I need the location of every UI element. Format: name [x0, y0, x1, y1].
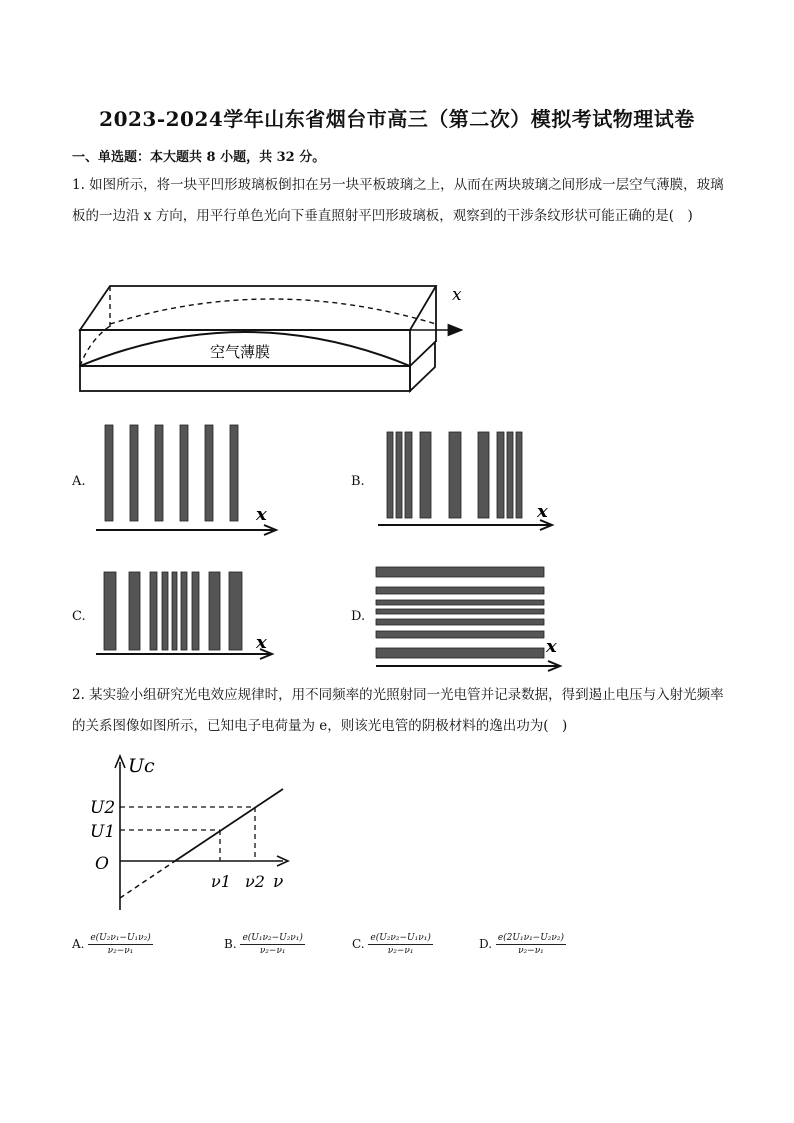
- q2-option-b[interactable]: [224, 933, 305, 956]
- question-2-text: 2. 某实验小组研究光电效应规律时，用不同频率的光照射同一光电管并记录数据，得到遏止电压与入射光频率的关系图像如图所示，已知电子电荷量为 e，则该光电管的阴极材料的逸出功为( ): [72, 687, 724, 734]
- graph-u1-label: U1: [90, 822, 116, 842]
- q2-option-d-label: D.: [479, 937, 493, 951]
- graph-y-axis-label: Uc: [128, 755, 155, 777]
- q2-option-c-formula: $\frac{\text{e(U₂ν₂−U₁ν₁)}}{\text{ν₂−ν₁}}$: [370, 933, 431, 956]
- graph-u2-label: U2: [90, 798, 116, 818]
- section-heading: 一、单选题：本大题共 8 小题，共 32 分。: [72, 150, 326, 165]
- graph-v1-label: ν1: [211, 872, 231, 891]
- q1-option-a-fringes[interactable]: [92, 420, 287, 540]
- q2-option-a[interactable]: [72, 933, 153, 956]
- question-1-text: 1. 如图所示，将一块平凹形玻璃板倒扣在另一块平板玻璃之上，从而在两块玻璃之间形成一层空气薄膜，玻璃板的一边沿 x 方向，用平行单色光向下垂直照射平凹形玻璃板，观察到的干涉条纹形状可能正确的是( ): [72, 177, 724, 224]
- q2-option-c[interactable]: [352, 933, 433, 956]
- q2-option-b-label: B.: [224, 937, 237, 951]
- q2-option-b-formula: $\frac{\text{e(U₁ν₂−U₂ν₁)}}{\text{ν₂−ν₁}}$: [242, 933, 303, 956]
- glass-plates-figure: [70, 278, 480, 398]
- q2-option-a-formula: $\frac{\text{e(U₂ν₁−U₁ν₂)}}{\text{ν₂−ν₁}}$: [90, 933, 151, 956]
- q1-option-a-label[interactable]: A.: [72, 474, 86, 489]
- figure-axis-label: x: [452, 285, 462, 305]
- q1-option-b-label[interactable]: B.: [351, 474, 365, 489]
- q1-option-b-fringes[interactable]: [372, 425, 562, 537]
- q1-option-d-label[interactable]: D.: [351, 609, 366, 624]
- page-title: 2023-2024学年山东省烟台市高三（第二次）模拟考试物理试卷: [99, 107, 695, 131]
- q1-option-d-axis: x: [546, 636, 557, 657]
- air-film-label: 空气薄膜: [210, 343, 271, 361]
- graph-x-axis-label: ν: [273, 872, 284, 892]
- stopping-voltage-graph: [85, 750, 300, 915]
- q1-option-b-axis: x: [537, 501, 548, 522]
- q1-option-d-fringes[interactable]: [372, 562, 572, 672]
- q2-option-d[interactable]: [479, 933, 566, 956]
- q2-option-a-label: A.: [72, 937, 85, 951]
- q2-option-d-formula: $\frac{\text{e(2U₁ν₁−U₂ν₂)}}{\text{ν₂−ν₁}}$: [497, 933, 565, 956]
- q1-option-a-axis: x: [256, 504, 267, 525]
- q1-option-c-axis: x: [256, 632, 267, 653]
- graph-v2-label: ν2: [245, 872, 265, 891]
- q2-option-c-label: C.: [352, 937, 365, 951]
- graph-origin-label: O: [95, 854, 109, 874]
- q1-option-c-fringes[interactable]: [92, 565, 282, 665]
- q1-option-c-label[interactable]: C.: [72, 609, 86, 624]
